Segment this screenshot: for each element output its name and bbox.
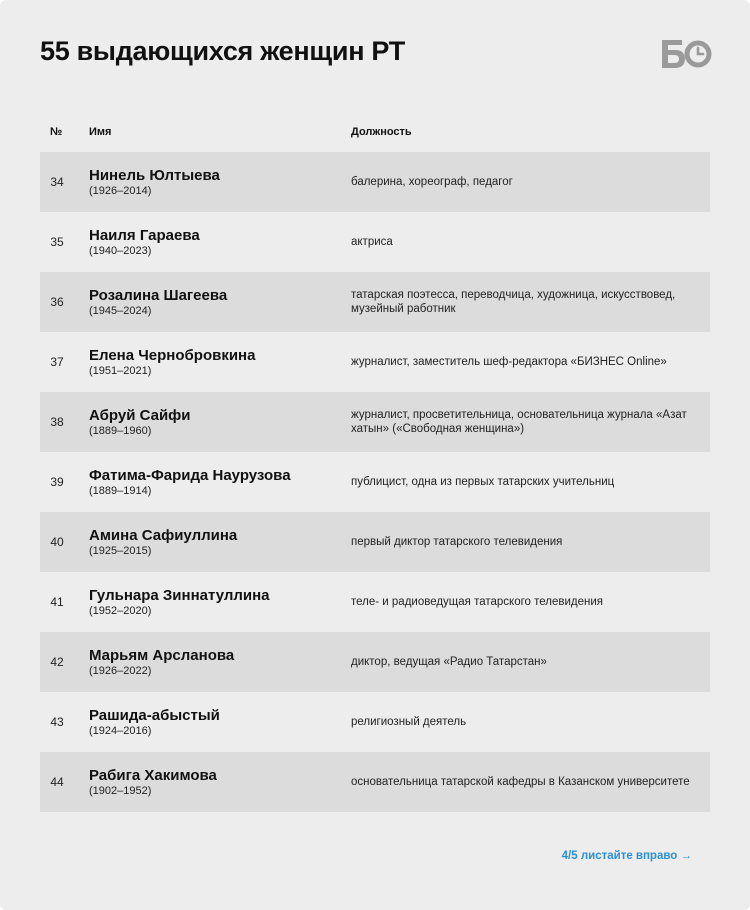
table-row [40,152,710,212]
row-role: диктор, ведущая «Радио Татарстан» [351,656,547,668]
row-years: (1926–2022) [89,665,152,677]
row-role: актриса [351,236,393,248]
row-name: Елена Чернобровкина [89,347,256,364]
table-row [40,632,710,692]
row-years: (1952–2020) [89,605,152,617]
row-years: (1889–1914) [89,485,152,497]
row-number: 44 [50,775,64,789]
row-years: (1889–1960) [89,425,152,437]
table-row [40,332,710,392]
row-number: 35 [50,235,64,249]
row-name: Амина Сафиуллина [89,527,238,544]
row-years: (1902–1952) [89,785,152,797]
row-number: 41 [50,595,64,609]
table-body [40,152,710,812]
row-years: (1940–2023) [89,245,152,257]
row-role: балерина, хореограф, педагог [351,176,513,188]
row-number: 38 [50,415,64,429]
row-years: (1951–2021) [89,365,152,377]
row-role: первый диктор татарского телевидения [351,536,563,548]
table-row [40,212,710,272]
table-row [40,752,710,812]
row-name: Фатима-Фарида Наурузова [89,467,291,484]
bo-logo-icon [660,38,712,70]
swipe-right-hint[interactable]: 4/5 листайте вправо → [561,850,692,862]
table-header [40,122,710,144]
row-role: теле- и радиоведущая татарского телевидения [351,596,604,608]
row-role: татарская поэтесса, переводчица, художница, искусствовед, музейный работник [351,289,676,315]
row-name: Абруй Сайфи [89,407,191,424]
row-number: 42 [50,655,64,669]
row-role: публицист, одна из первых татарских учительниц [351,476,615,488]
table-row [40,572,710,632]
row-number: 39 [50,475,64,489]
row-number: 43 [50,715,64,729]
row-role: основательница татарской кафедры в Казанском университете [351,776,690,788]
row-years: (1924–2016) [89,725,152,737]
row-name: Наиля Гараева [89,227,200,244]
row-name: Рашида-абыстый [89,707,220,724]
header-num: № [50,126,63,138]
row-years: (1945–2024) [89,305,152,317]
row-name: Розалина Шагеева [89,287,228,304]
table-row [40,512,710,572]
row-role: журналист, просветительница, основательница журнала «Азат хатын» («Свободная женщина») [351,409,687,435]
row-name: Марьям Арсланова [89,647,235,664]
row-name: Гульнара Зиннатуллина [89,587,270,604]
row-number: 36 [50,295,64,309]
page-title: 55 выдающихся женщин РТ [40,36,405,66]
row-role: религиозный деятель [351,716,467,728]
row-years: (1925–2015) [89,545,152,557]
row-number: 34 [50,175,64,189]
header-role: Должность [351,126,412,138]
row-role: журналист, заместитель шеф-редактора «БИЗНЕС Online» [351,356,667,368]
row-number: 40 [50,535,64,549]
table-row [40,272,710,332]
header-name: Имя [89,126,112,138]
row-years: (1926–2014) [89,185,152,197]
row-number: 37 [50,355,64,369]
table-row [40,692,710,752]
table-row [40,392,710,452]
table-row [40,452,710,512]
row-name: Нинель Юлтыева [89,167,220,184]
row-name: Рабига Хакимова [89,767,217,784]
